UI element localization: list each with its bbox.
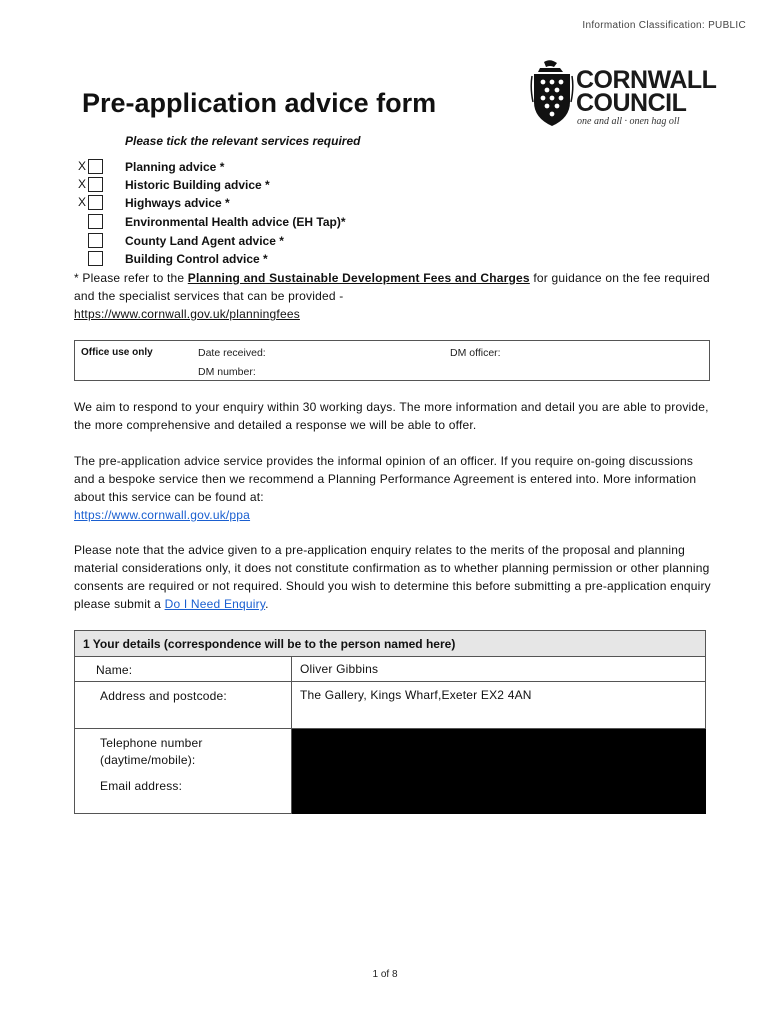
- your-details-header: [75, 631, 705, 657]
- planning-fees-url[interactable]: https://www.cornwall.gov.uk/planningfees: [74, 307, 300, 321]
- service-label: Planning advice *: [125, 160, 225, 174]
- checkbox-mark: X: [78, 177, 87, 191]
- address-label: Address and postcode:: [100, 689, 227, 703]
- checkbox-mark: X: [78, 195, 87, 209]
- service-label: Historic Building advice *: [125, 178, 270, 192]
- service-label: Environmental Health advice (EH Tap)*: [125, 215, 346, 229]
- page-title: Pre-application advice form: [82, 88, 437, 118]
- row-divider: [75, 681, 705, 682]
- your-details-header-text: 1 Your details (correspondence will be to the person named here): [83, 637, 456, 651]
- logo-text-council: COUNCIL: [576, 89, 687, 117]
- response-time-paragraph: We aim to respond to your enquiry within 30 working days. The more information and detail you are able to provide, the more comprehensive and detailed a response we will be able to offer.: [74, 400, 709, 432]
- page-number: 1 of 8: [372, 969, 398, 980]
- shield-crest-icon: [530, 58, 574, 130]
- logo-text-cornwall: CORNWALL: [576, 66, 717, 94]
- classification-label: Information Classification: PUBLIC: [582, 20, 746, 31]
- checkbox-historic-building-advice[interactable]: [88, 177, 103, 192]
- ppa-text: The pre-application advice service provides the informal opinion of an officer. If you require on-going discussions and a bespoke service then we recommend a Planning Performance Agreement is entered into. More information about this service can be found at:: [74, 454, 697, 504]
- checkbox-environmental-health-advice[interactable]: [88, 214, 103, 229]
- cornwall-council-logo: [530, 58, 730, 130]
- fees-note-suffix: for guidance on the fee required and the specialist services that can be provided -: [74, 271, 710, 303]
- checkbox-planning-advice[interactable]: [88, 159, 103, 174]
- advice-note-text: Please note that the advice given to a pre-application enquiry relates to the merits of the proposal and planning material considerations only, it does not constitute confirmation as to whether planning permission or other planning consents are required or not required. Should you wish to determine this before submitting a pre-application enquiry please submit a: [74, 543, 711, 611]
- checkbox-building-control-advice[interactable]: [88, 251, 103, 266]
- logo-tagline: one and all · onen hag oll: [577, 116, 680, 127]
- fees-note-prefix: * Please refer to the: [74, 271, 188, 285]
- ppa-paragraph: [74, 452, 714, 524]
- service-label: Building Control advice *: [125, 252, 268, 266]
- service-label: County Land Agent advice *: [125, 234, 284, 248]
- dm-number-label: DM number:: [198, 366, 256, 378]
- dm-officer-label: DM officer:: [450, 347, 501, 359]
- ppa-url-link[interactable]: https://www.cornwall.gov.uk/ppa: [74, 508, 251, 522]
- telephone-label: Telephone number (daytime/mobile):: [100, 736, 203, 767]
- service-label: Highways advice *: [125, 196, 230, 210]
- advice-note-paragraph: [74, 541, 714, 613]
- email-label: Email address:: [100, 779, 183, 793]
- date-received-label: Date received:: [198, 347, 266, 359]
- name-label: Name:: [96, 663, 133, 677]
- redacted-contact-block: [292, 729, 706, 814]
- your-details-table: [74, 630, 706, 814]
- name-value[interactable]: Oliver Gibbins: [300, 662, 379, 676]
- office-use-label: Office use only: [81, 347, 153, 358]
- advice-note-end: .: [265, 597, 269, 611]
- checkbox-highways-advice[interactable]: [88, 195, 103, 210]
- fees-charges-link[interactable]: Planning and Sustainable Development Fees and Charges: [187, 271, 530, 285]
- fees-note: [74, 269, 714, 323]
- checkbox-county-land-agent-advice[interactable]: [88, 233, 103, 248]
- office-use-box: [74, 340, 710, 381]
- checkbox-mark: X: [78, 159, 87, 173]
- do-i-need-enquiry-link[interactable]: Do I Need Enquiry: [164, 597, 266, 611]
- services-instruction: Please tick the relevant services required: [125, 134, 361, 148]
- address-value[interactable]: The Gallery, Kings Wharf,Exeter EX2 4AN: [300, 688, 532, 702]
